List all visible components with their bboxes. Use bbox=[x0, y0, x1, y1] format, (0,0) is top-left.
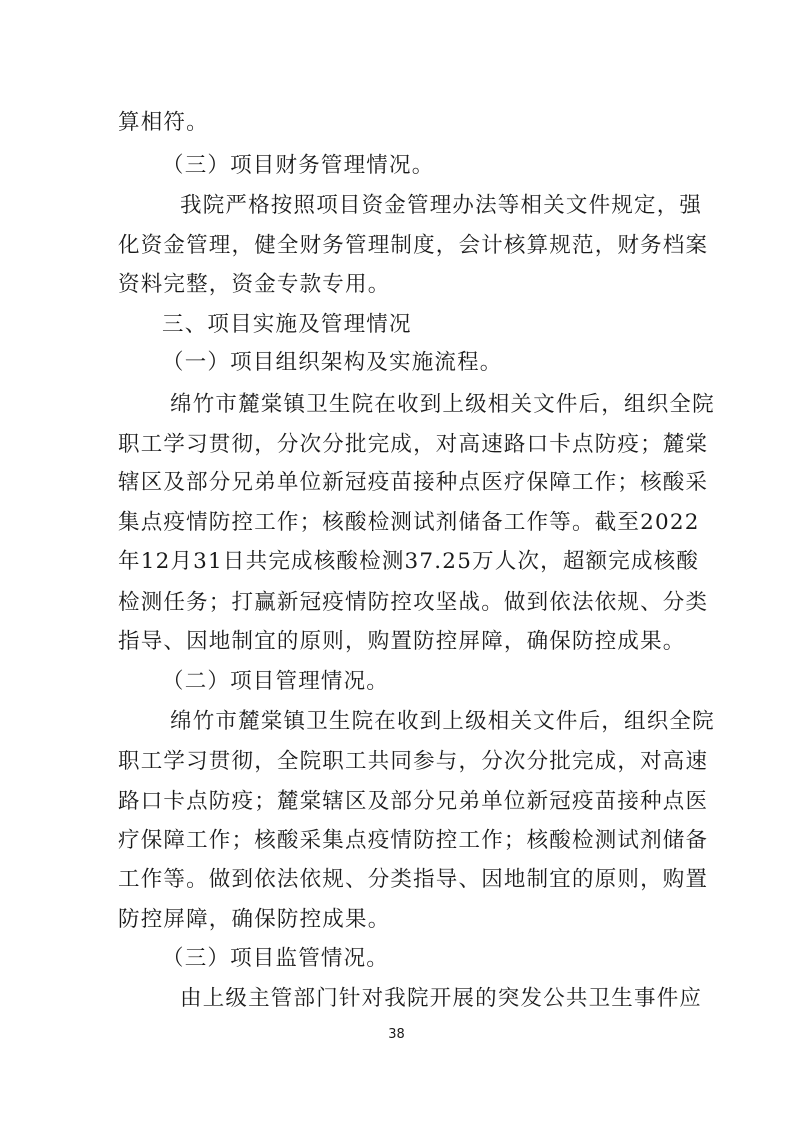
text-line: 辖区及部分兄弟单位新冠疫苗接种点医疗保障工作；核酸采 bbox=[118, 470, 709, 495]
text-line: 职工学习贯彻，分次分批完成，对高速路口卡点防疫；麓棠 bbox=[118, 432, 709, 457]
text-line: 疗保障工作；核酸采集点疫情防控工作；核酸检测试剂储备 bbox=[118, 828, 709, 853]
page-number: 38 bbox=[388, 1027, 405, 1042]
section-heading: （二）项目管理情况。 bbox=[162, 669, 390, 694]
text-line: 集点疫情防控工作；核酸检测试剂储备工作等。截至2022 bbox=[118, 510, 700, 535]
section-heading: （三）项目财务管理情况。 bbox=[162, 153, 435, 178]
text-line: 职工学习贯彻，全院职工共同参与，分次分批完成，对高速 bbox=[118, 749, 709, 774]
section-heading: （一）项目组织架构及实施流程。 bbox=[162, 350, 503, 375]
text-line: 指导、因地制宜的原则，购置防控屏障，确保防控成果。 bbox=[118, 629, 686, 654]
text-line: 绵竹市麓棠镇卫生院在收到上级相关文件后，组织全院 bbox=[170, 392, 715, 417]
text-line: 我院严格按照项目资金管理办法等相关文件规定，强 bbox=[180, 193, 703, 218]
text-line: 检测任务；打赢新冠疫情防控攻坚战。做到依法依规、分类 bbox=[118, 590, 709, 615]
section-heading: 三、项目实施及管理情况 bbox=[162, 312, 412, 337]
text-line: 绵竹市麓棠镇卫生院在收到上级相关文件后，组织全院 bbox=[170, 709, 715, 734]
section-heading: （三）项目监管情况。 bbox=[162, 946, 390, 971]
text-line: 年12月31日共完成核酸检测37.25万人次，超额完成核酸 bbox=[118, 549, 700, 574]
text-line: 化资金管理，健全财务管理制度，会计核算规范，财务档案 bbox=[118, 233, 709, 258]
text-line: 工作等。做到依法依规、分类指导、因地制宜的原则，购置 bbox=[118, 867, 709, 892]
text-line: 由上级主管部门针对我院开展的突发公共卫生事件应 bbox=[180, 986, 703, 1011]
text-line: 资料完整，资金专款专用。 bbox=[118, 272, 391, 297]
text-line: 路口卡点防疫；麓棠辖区及部分兄弟单位新冠疫苗接种点医 bbox=[118, 789, 709, 814]
text-line: 算相符。 bbox=[118, 110, 209, 135]
text-line: 防控屏障，确保防控成果。 bbox=[118, 907, 391, 932]
